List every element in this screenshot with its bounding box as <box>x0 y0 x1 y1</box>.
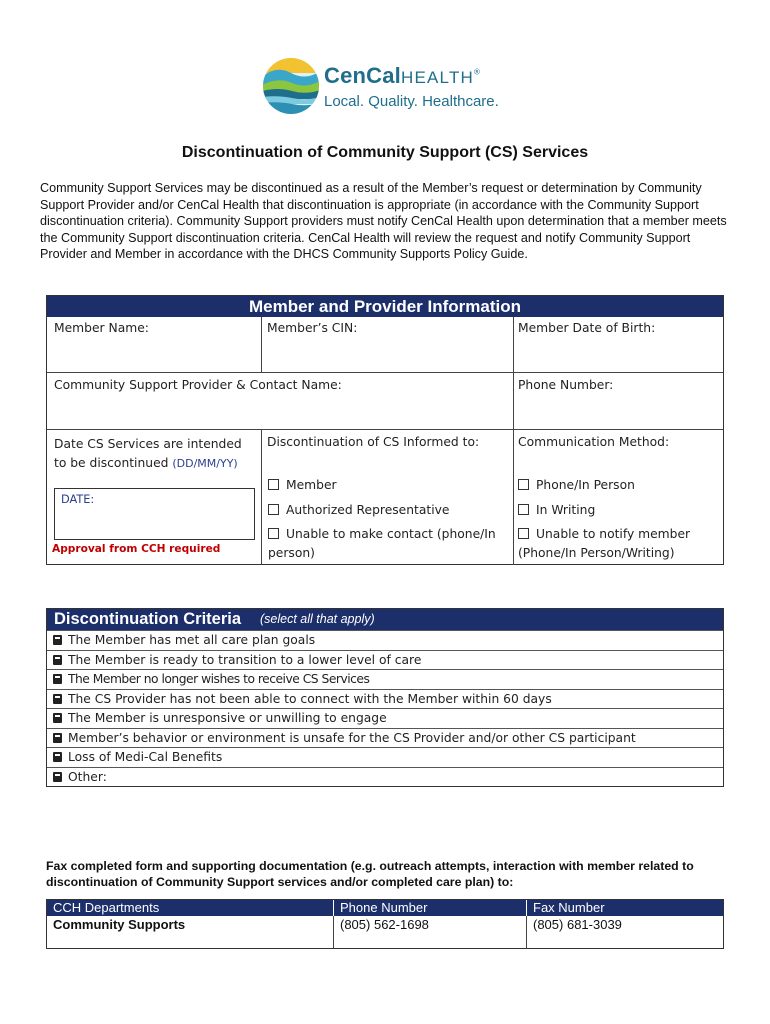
criteria-item[interactable]: The CS Provider has not been able to connect with the Member within 60 days <box>47 689 723 709</box>
checkbox-icon[interactable] <box>518 504 529 515</box>
checkbox-icon[interactable] <box>53 635 62 645</box>
approval-note: Approval from CCH required <box>52 543 221 555</box>
member-dob-field[interactable]: Member Date of Birth: <box>518 321 656 335</box>
method-phone-option[interactable]: Phone/In Person <box>518 478 635 492</box>
informed-authorized-rep-option[interactable]: Authorized Representative <box>268 503 449 517</box>
date-label: DATE: <box>61 493 95 506</box>
criteria-header <box>47 609 723 630</box>
checkbox-icon[interactable] <box>53 694 62 704</box>
date-input-box[interactable] <box>54 488 255 540</box>
criteria-item[interactable]: Loss of Medi-Cal Benefits <box>47 747 723 767</box>
method-unable-option[interactable]: Unable to notify member (Phone/In Person/Writing) <box>518 527 691 560</box>
header-phone: Phone Number <box>334 900 526 916</box>
date-intended-label: Date CS Services are intended to be discontinued (DD/MM/YY) <box>54 437 242 470</box>
member-name-field[interactable]: Member Name: <box>54 321 149 335</box>
criteria-subtitle: (select all that apply) <box>260 612 375 626</box>
criteria-item[interactable]: Member’s behavior or environment is unsafe for the CS Provider and/or other CS participant <box>47 728 723 748</box>
informed-unable-option[interactable]: Unable to make contact (phone/In person) <box>268 527 496 560</box>
checkbox-icon[interactable] <box>518 528 529 539</box>
header-departments: CCH Departments <box>47 900 333 916</box>
logo-wordmark: CenCalHEALTH® <box>324 63 481 88</box>
intro-paragraph: Community Support Services may be discontinued as a result of the Member’s request or determination by Community Support Provider and/or CenCal Health that discontinuation is appropriate (in accordance with the Community Support discontinuation criteria). Community Support providers must notify CenCal Health upon determination that a member meets the Community Support discontinuation criteria. CenCal Health will review the request and notify Community Support Provider and Member in accordance with the DHCS Community Supports Policy Guide. <box>40 181 727 261</box>
checkbox-icon[interactable] <box>268 504 279 515</box>
checkbox-icon[interactable] <box>268 479 279 490</box>
member-provider-header: Member and Provider Information <box>47 296 723 317</box>
contact-table <box>46 899 724 949</box>
department-fax: (805) 681-3039 <box>533 917 622 932</box>
method-writing-option[interactable]: In Writing <box>518 503 595 517</box>
checkbox-icon[interactable] <box>53 752 62 762</box>
header-fax: Fax Number <box>527 900 723 916</box>
checkbox-icon[interactable] <box>53 772 62 782</box>
department-name: Community Supports <box>53 917 186 932</box>
department-phone: (805) 562-1698 <box>340 917 429 932</box>
member-provider-table <box>46 295 724 565</box>
criteria-title: Discontinuation Criteria <box>54 610 242 628</box>
criteria-item[interactable]: The Member is ready to transition to a lower level of care <box>47 650 723 670</box>
informed-to-label: Discontinuation of CS Informed to: <box>267 435 480 449</box>
page-title: Discontinuation of Community Support (CS) Services <box>181 144 589 161</box>
phone-number-field[interactable]: Phone Number: <box>518 378 614 392</box>
checkbox-icon[interactable] <box>53 655 62 665</box>
checkbox-icon[interactable] <box>53 733 62 743</box>
checkbox-icon[interactable] <box>53 713 62 723</box>
checkbox-icon[interactable] <box>53 674 62 684</box>
criteria-item[interactable]: The Member is unresponsive or unwilling to engage <box>47 708 723 728</box>
fax-instructions: Fax completed form and supporting documentation (e.g. outreach attempts, interaction with member related to discontinuation of Community Support services and/or completed care plan) to: <box>46 859 694 889</box>
communication-method-label: Communication Method: <box>518 435 670 449</box>
logo-tagline: Local. Quality. Healthcare. <box>324 93 499 110</box>
provider-contact-field[interactable]: Community Support Provider & Contact Name: <box>54 378 342 392</box>
member-cin-field[interactable]: Member’s CIN: <box>267 321 358 335</box>
cencal-logo <box>262 55 502 117</box>
checkbox-icon[interactable] <box>268 528 279 539</box>
checkbox-icon[interactable] <box>518 479 529 490</box>
criteria-item[interactable]: Other: <box>47 767 723 787</box>
cencal-emblem-icon <box>262 57 320 115</box>
informed-member-option[interactable]: Member <box>268 478 337 492</box>
criteria-item[interactable]: The Member no longer wishes to receive CS Services <box>47 669 723 689</box>
criteria-item[interactable]: The Member has met all care plan goals <box>47 630 723 650</box>
criteria-table <box>46 608 724 787</box>
